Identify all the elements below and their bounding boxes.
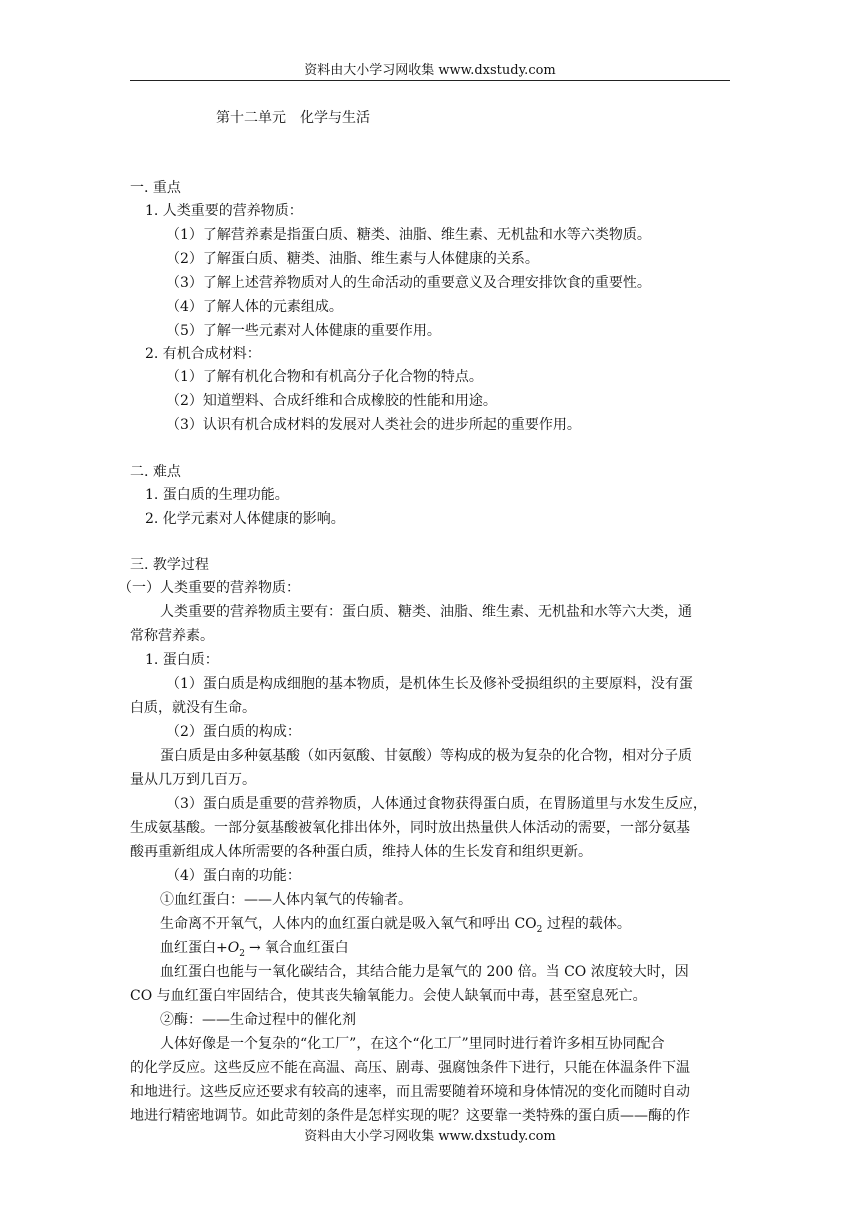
arrow-icon: → xyxy=(248,940,261,956)
chemical-equation xyxy=(160,938,349,964)
document-title: 第十二单元 化学与生活 xyxy=(216,110,370,126)
section-heading: 一. 重点 xyxy=(130,180,181,196)
list-item: （2）知道塑料、合成纤维和合成橡胶的性能和用途。 xyxy=(166,393,497,409)
paragraph-line: 地进行精密地调节。如此苛刻的条件是怎样实现的呢？这要靠一类特殊的蛋白质——酶的作 xyxy=(130,1108,690,1124)
text-run: 生命离不开氧气，人体内的血红蛋白就是吸入氧气和呼出 CO xyxy=(160,916,537,932)
paragraph-line: 酸再重新组成人体所需要的各种蛋白质，维持人体的生长发育和组织更新。 xyxy=(130,844,592,860)
paragraph-line: 人类重要的营养物质主要有：蛋白质、糖类、油脂、维生素、无机盐和水等六大类，通 xyxy=(160,604,692,620)
list-item: （2）了解蛋白质、糖类、油脂、维生素与人体健康的关系。 xyxy=(166,251,539,267)
section-heading: 二. 难点 xyxy=(130,464,181,480)
list-item: 1. 蛋白质的生理功能。 xyxy=(145,487,289,503)
text-run: 过程的载体。 xyxy=(542,916,631,932)
paragraph-line: （1）蛋白质是构成细胞的基本物质，是机体生长及修补受损组织的主要原料，没有蛋 xyxy=(166,676,693,692)
page-footer: 资料由大小学习网收集 www.dxstudy.com xyxy=(304,1129,556,1144)
header-rule xyxy=(130,80,730,81)
paragraph-line: 生成氨基酸。一部分氨基酸被氧化排出体外，同时放出热量供人体活动的需要，一部分氨基 xyxy=(130,820,690,836)
list-item: （1）了解有机化合物和有机高分子化合物的特点。 xyxy=(166,369,483,385)
paragraph-line: （3）蛋白质是重要的营养物质，人体通过食物获得蛋白质，在胃肠道里与水发生反应， xyxy=(166,796,707,812)
paragraph-line: 常称营养素。 xyxy=(130,628,214,644)
section-heading: 三. 教学过程 xyxy=(130,557,209,573)
paragraph-line: ②酶：——生命过程中的催化剂 xyxy=(160,1012,356,1028)
list-item: 1. 蛋白质： xyxy=(145,652,219,668)
paragraph-line: 量从几万到几百万。 xyxy=(130,772,256,788)
paragraph-line: 的化学反应。这些反应不能在高温、高压、剧毒、强腐蚀条件下进行，只能在体温条件下温 xyxy=(130,1060,690,1076)
list-item: 2. 有机合成材料： xyxy=(145,346,261,362)
subsection-heading: （一）人类重要的营养物质： xyxy=(118,580,300,596)
list-item: （3）了解上述营养物质对人的生命活动的重要意义及合理安排饮食的重要性。 xyxy=(166,275,651,291)
list-item: 1. 人类重要的营养物质： xyxy=(145,203,303,219)
subscript: 2 xyxy=(239,948,245,959)
paragraph-line: 血红蛋白也能与一氧化碳结合，其结合能力是氧气的 200 倍。当 CO 浓度较大时，因 xyxy=(160,964,689,980)
paragraph-line: 白质，就没有生命。 xyxy=(130,700,256,716)
list-item: （5）了解一些元素对人体健康的重要作用。 xyxy=(166,323,441,339)
equation-oxygen: O xyxy=(227,940,240,956)
subscript: 2 xyxy=(536,924,543,935)
paragraph-line: （2）蛋白质的构成： xyxy=(166,724,301,740)
paragraph-line: ①血红蛋白：——人体内氧气的传输者。 xyxy=(160,892,412,908)
paragraph-line xyxy=(160,914,631,940)
list-item: 2. 化学元素对人体健康的影响。 xyxy=(145,511,345,527)
equation-product: 氧合血红蛋白 xyxy=(264,940,349,956)
equation-reactant: 血红蛋白+ xyxy=(160,940,228,956)
paragraph-line: 和地进行。这些反应还要求有较高的速率，而且需要随着环境和身体情况的变化而随时自动 xyxy=(130,1084,690,1100)
page-header: 资料由大小学习网收集 www.dxstudy.com xyxy=(304,63,556,78)
paragraph-line: （4）蛋白南的功能： xyxy=(166,868,301,884)
paragraph-line: CO 与血红蛋白牢固结合，使其丧失输氧能力。会使人缺氧而中毒，甚至窒息死亡。 xyxy=(130,988,647,1004)
list-item: （4）了解人体的元素组成。 xyxy=(166,299,343,315)
list-item: （3）认识有机合成材料的发展对人类社会的进步所起的重要作用。 xyxy=(166,417,581,433)
paragraph-line: 人体好像是一个复杂的“化工厂”，在这个“化工厂”里同时进行着许多相互协同配合 xyxy=(160,1036,665,1052)
list-item: （1）了解营养素是指蛋白质、糖类、油脂、维生素、无机盐和水等六类物质。 xyxy=(166,227,651,243)
paragraph-line: 蛋白质是由多种氨基酸（如丙氨酸、甘氨酸）等构成的极为复杂的化合物，相对分子质 xyxy=(160,748,692,764)
